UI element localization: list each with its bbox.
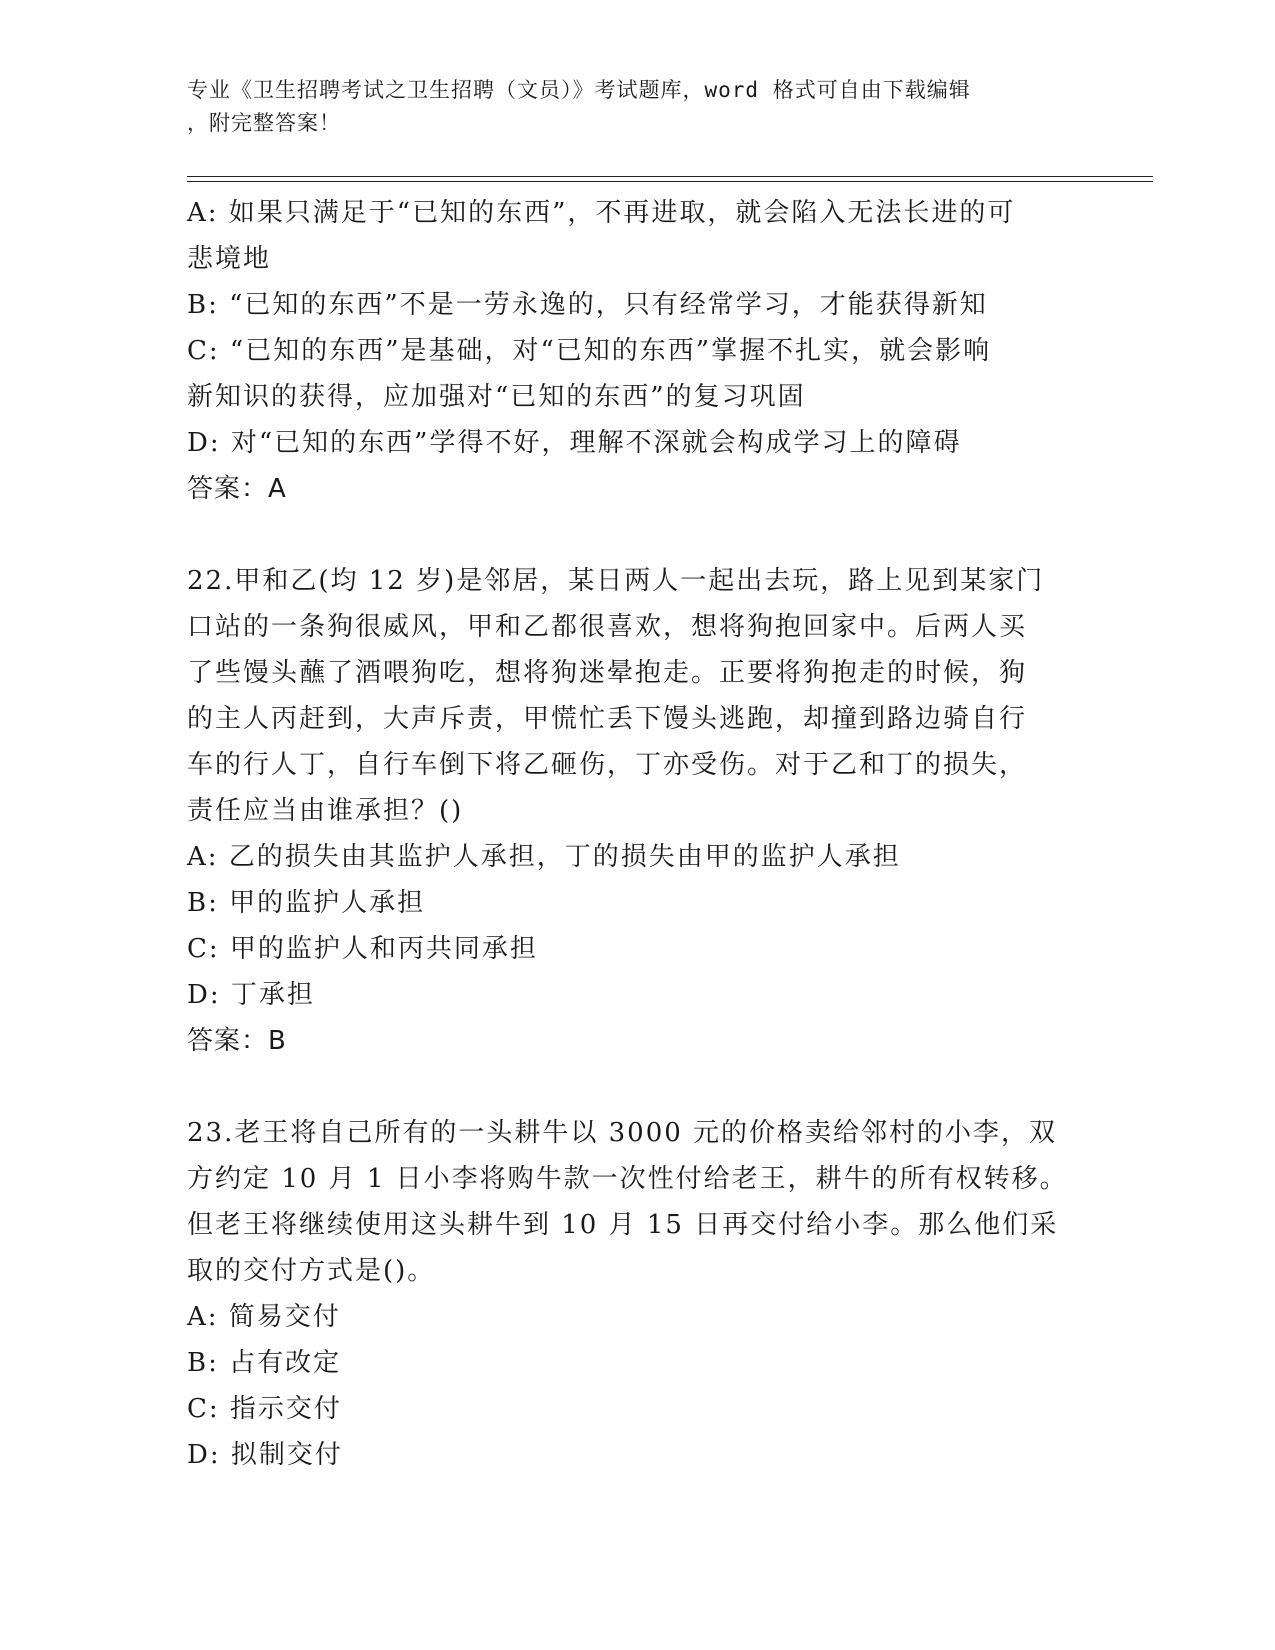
question-stem-line: 车的行人丁，自行车倒下将乙砸伤，丁亦受伤。对于乙和丁的损失， (187, 750, 1028, 780)
question-21-options (187, 190, 1087, 512)
question-stem-line: 取的交付方式是()。 (187, 1256, 436, 1286)
question-stem-line: 责任应当由谁承担？() (187, 796, 464, 826)
document-body (187, 190, 1087, 1478)
header-divider-bottom (187, 181, 1153, 182)
answer: 答案：A (187, 474, 287, 504)
header-line-2: ，附完整答案！ (187, 111, 341, 135)
option-a-line-2: 悲境地 (187, 244, 272, 274)
question-stem-line: 方约定 10 月 1 日小李将购牛款一次性付给老王，耕牛的所有权转移。 (187, 1164, 1068, 1194)
question-stem-line: 口站的一条狗很威风，甲和乙都很喜欢，想将狗抱回家中。后两人买 (187, 612, 1028, 642)
option-c: C: 指示交付 (187, 1394, 342, 1424)
question-stem-line: 23.老王将自己所有的一头耕牛以 3000 元的价格卖给邻村的小李，双 (187, 1118, 1058, 1148)
option-a-line-1: A: 如果只满足于“已知的东西”，不再进取，就会陷入无法长进的可 (187, 198, 1016, 228)
option-c: C: 甲的监护人和丙共同承担 (187, 934, 538, 964)
option-d: D: 丁承担 (187, 980, 315, 1010)
option-b: B: 占有改定 (187, 1348, 342, 1378)
option-d: D: 对“已知的东西”学得不好，理解不深就会构成学习上的障碍 (187, 428, 962, 458)
answer: 答案：B (187, 1026, 287, 1056)
question-stem-line: 的主人丙赶到，大声斥责，甲慌忙丢下馒头逃跑，却撞到路边骑自行 (187, 704, 1028, 734)
header-divider-top (187, 176, 1153, 177)
option-d: D: 拟制交付 (187, 1440, 343, 1470)
option-a: A: 乙的损失由其监护人承担，丁的损失由甲的监护人承担 (187, 842, 901, 872)
option-b: B: 甲的监护人承担 (187, 888, 426, 918)
question-23 (187, 1110, 1087, 1478)
question-22 (187, 558, 1087, 1064)
option-b: B: “已知的东西”不是一劳永逸的，只有经常学习，才能获得新知 (187, 290, 988, 320)
header-line-1: 专业《卫生招聘考试之卫生招聘（文员）》考试题库，word 格式可自由下载编辑 (187, 78, 971, 102)
option-a: A: 简易交付 (187, 1302, 341, 1332)
question-stem-line: 22.甲和乙(均 12 岁)是邻居，某日两人一起出去玩，路上见到某家门 (187, 566, 1045, 596)
document-header (187, 74, 1067, 140)
question-stem-line: 了些馒头蘸了酒喂狗吃，想将狗迷晕抱走。正要将狗抱走的时候，狗 (187, 658, 1028, 688)
question-stem-line: 但老王将继续使用这头耕牛到 10 月 15 日再交付给小李。那么他们采 (187, 1210, 1059, 1240)
option-c-line-2: 新知识的获得，应加强对“已知的东西”的复习巩固 (187, 382, 806, 412)
option-c-line-1: C: “已知的东西”是基础，对“已知的东西”掌握不扎实，就会影响 (187, 336, 992, 366)
